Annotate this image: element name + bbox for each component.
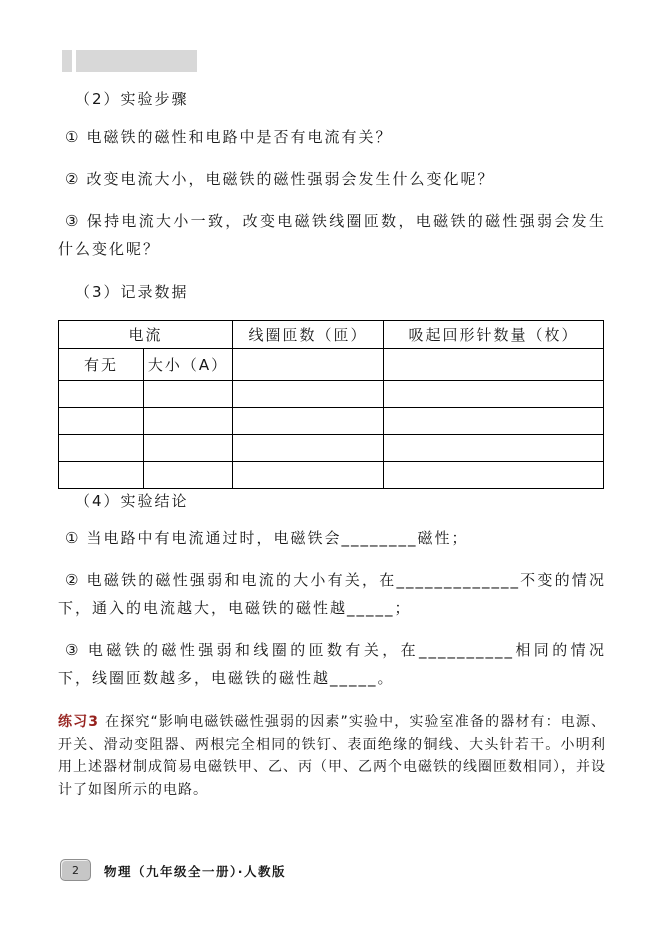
page-number-badge: 2	[60, 859, 91, 881]
exercise-3-paragraph	[58, 711, 606, 801]
redacted-header-block	[76, 50, 197, 72]
conclusion-2-text: 电磁铁的磁性强弱和电流的大小有关，在_____________不变的情况下，通入的电流越大，电磁铁的磁性越_____；	[58, 571, 606, 617]
table-row	[59, 435, 604, 462]
conclusion-3-marker: ③	[65, 641, 82, 659]
table-subheader-row	[59, 349, 604, 381]
table-row	[59, 381, 604, 408]
current-presence-subheader-cell: 有无	[59, 349, 144, 381]
step-3-marker: ③	[65, 212, 81, 230]
empty-cell	[233, 349, 384, 381]
exercise-3-text: 在探究“影响电磁铁磁性强弱的因素”实验中，实验室准备的器材有：电源、开关、滑动变阻器、两根完全相同的铁钉、表面绝缘的铜线、大头针若干。小明利用上述器材制成简易电磁铁甲、乙、丙（甲、乙两个电磁铁的线圈匝数相同），并设计了如图所示的电路。	[58, 714, 606, 798]
empty-cell	[233, 408, 384, 435]
current-magnitude-subheader-cell: 大小（A）	[144, 349, 233, 381]
step-item-2	[58, 165, 606, 193]
empty-cell	[233, 462, 384, 489]
step-item-3	[58, 207, 606, 263]
empty-cell	[233, 381, 384, 408]
empty-cell	[384, 381, 604, 408]
step-1-text: 电磁铁的磁性和电路中是否有电流有关？	[86, 128, 393, 146]
conclusion-2-marker: ②	[65, 571, 81, 589]
table-header-row	[59, 321, 604, 349]
table-row	[59, 408, 604, 435]
step-2-marker: ②	[65, 170, 81, 188]
conclusion-1-text: 当电路中有电流通过时，电磁铁会________磁性；	[86, 529, 469, 547]
empty-cell	[384, 349, 604, 381]
empty-cell	[384, 462, 604, 489]
table-row	[59, 462, 604, 489]
record-data-table	[58, 320, 604, 489]
conclusion-item-2	[58, 566, 606, 622]
empty-cell	[59, 462, 144, 489]
empty-cell	[144, 462, 233, 489]
step-1-marker: ①	[65, 128, 81, 146]
steps-heading: （2）实验步骤	[75, 90, 189, 108]
empty-cell	[59, 381, 144, 408]
coil-header-cell: 线圈匝数（匝）	[233, 321, 384, 349]
empty-cell	[384, 435, 604, 462]
redacted-header-bar	[62, 50, 72, 72]
step-item-1	[58, 123, 606, 151]
empty-cell	[144, 435, 233, 462]
conclusion-heading: （4）实验结论	[75, 492, 189, 510]
conclusion-3-text: 电磁铁的磁性强弱和线圈的匝数有关，在__________相同的情况下，线圈匝数越多，电磁铁的磁性越_____。	[58, 641, 606, 687]
conclusion-item-3	[58, 636, 606, 692]
record-heading: （3）记录数据	[75, 283, 189, 301]
empty-cell	[233, 435, 384, 462]
empty-cell	[144, 381, 233, 408]
exercise-3-label: 练习3	[58, 714, 100, 730]
conclusion-item-1	[58, 524, 606, 552]
step-3-text: 保持电流大小一致，改变电磁铁线圈匝数，电磁铁的磁性强弱会发生什么变化呢？	[58, 212, 606, 258]
empty-cell	[59, 408, 144, 435]
empty-cell	[144, 408, 233, 435]
clip-header-cell: 吸起回形针数量（枚）	[384, 321, 604, 349]
conclusion-1-marker: ①	[65, 529, 81, 547]
empty-cell	[384, 408, 604, 435]
footer-book-title: 物理（九年级全一册）·人教版	[104, 864, 286, 879]
step-2-text: 改变电流大小，电磁铁的磁性强弱会发生什么变化呢？	[86, 170, 495, 188]
empty-cell	[59, 435, 144, 462]
current-group-header-cell: 电流	[59, 321, 233, 349]
